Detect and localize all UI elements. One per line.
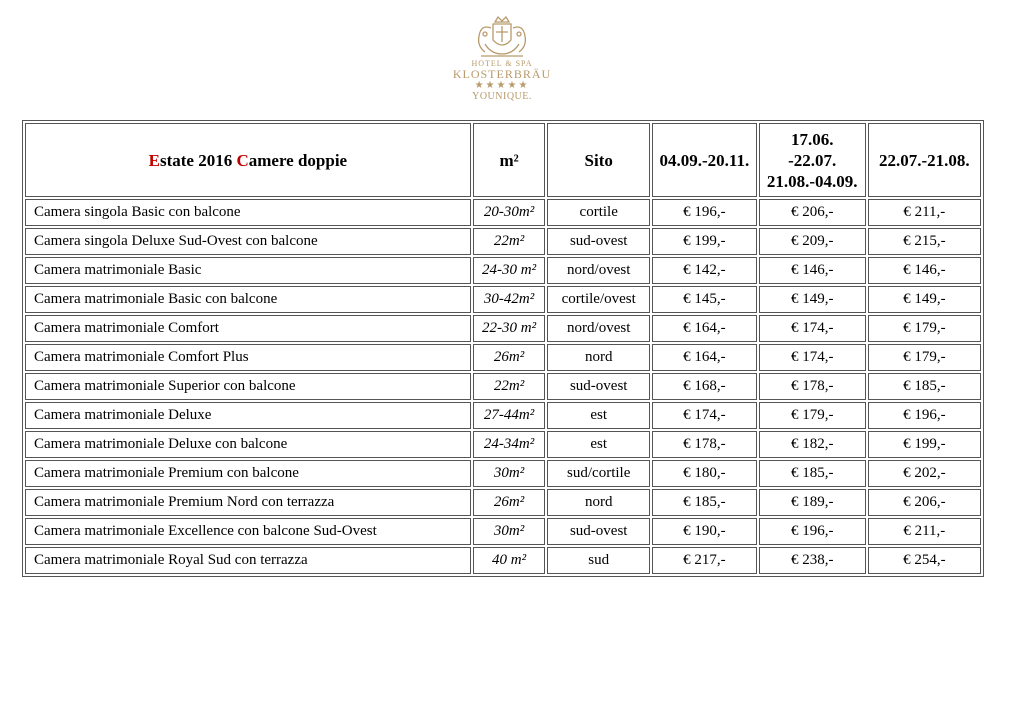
price-period-2-cell: € 209,-: [759, 228, 866, 255]
price-period-1-cell: € 142,-: [652, 257, 757, 284]
room-size-cell: 40 m²: [473, 547, 546, 574]
price-period-3-cell: € 185,-: [868, 373, 981, 400]
title-text-part-1: state 2016: [159, 150, 237, 170]
room-site-cell: est: [547, 402, 650, 429]
table-row: [25, 344, 981, 371]
price-period-2-cell: € 182,-: [759, 431, 866, 458]
room-size-cell: 30m²: [473, 518, 546, 545]
room-size-cell: 22-30 m²: [473, 315, 546, 342]
room-name-cell: Camera matrimoniale Comfort Plus: [25, 344, 471, 371]
table-row: [25, 518, 981, 545]
room-name-cell: Camera matrimoniale Deluxe con balcone: [25, 431, 471, 458]
price-period-3-cell: € 206,-: [868, 489, 981, 516]
price-period-3-cell: € 202,-: [868, 460, 981, 487]
room-site-cell: sud/cortile: [547, 460, 650, 487]
price-period-3-cell: € 215,-: [868, 228, 981, 255]
price-period-1-cell: € 174,-: [652, 402, 757, 429]
room-site-cell: sud-ovest: [547, 228, 650, 255]
price-period-2-cell: € 206,-: [759, 199, 866, 226]
table-row: [25, 257, 981, 284]
logo-line-hotel-spa: HOTEL & SPA: [471, 59, 533, 68]
price-period-2-cell: € 149,-: [759, 286, 866, 313]
table-body: [25, 199, 981, 574]
room-site-cell: nord/ovest: [547, 257, 650, 284]
logo-line-name: KLOSTERBRÄU: [452, 67, 552, 81]
room-site-cell: est: [547, 431, 650, 458]
header-period-3: 22.07.-21.08.: [868, 123, 981, 197]
room-size-cell: 24-30 m²: [473, 257, 546, 284]
price-period-3-cell: € 179,-: [868, 344, 981, 371]
room-site-cell: nord/ovest: [547, 315, 650, 342]
header-title: [25, 123, 471, 197]
room-name-cell: Camera matrimoniale Comfort: [25, 315, 471, 342]
price-period-1-cell: € 180,-: [652, 460, 757, 487]
price-period-2-cell: € 179,-: [759, 402, 866, 429]
room-name-cell: Camera singola Deluxe Sud-Ovest con balcone: [25, 228, 471, 255]
room-site-cell: sud: [547, 547, 650, 574]
price-period-1-cell: € 164,-: [652, 315, 757, 342]
price-period-2-cell: € 189,-: [759, 489, 866, 516]
room-size-cell: 22m²: [473, 373, 546, 400]
table-row: [25, 489, 981, 516]
header-period-2-line-1: 17.06. -22.07.: [788, 129, 837, 170]
title-initial-e: E: [148, 150, 160, 170]
header-size: m²: [473, 123, 546, 197]
price-period-1-cell: € 190,-: [652, 518, 757, 545]
room-name-cell: Camera matrimoniale Premium con balcone: [25, 460, 471, 487]
room-name-cell: Camera matrimoniale Deluxe: [25, 402, 471, 429]
room-size-cell: 30-42m²: [473, 286, 546, 313]
room-size-cell: 22m²: [473, 228, 546, 255]
price-period-3-cell: € 211,-: [868, 518, 981, 545]
table-row: [25, 460, 981, 487]
price-period-3-cell: € 199,-: [868, 431, 981, 458]
room-size-cell: 20-30m²: [473, 199, 546, 226]
title-text-part-2: amere doppie: [248, 150, 348, 170]
room-name-cell: Camera matrimoniale Premium Nord con terrazza: [25, 489, 471, 516]
room-name-cell: Camera matrimoniale Superior con balcone: [25, 373, 471, 400]
price-period-1-cell: € 168,-: [652, 373, 757, 400]
price-period-3-cell: € 211,-: [868, 199, 981, 226]
room-name-cell: Camera matrimoniale Royal Sud con terrazza: [25, 547, 471, 574]
room-rates-table: [22, 120, 984, 577]
table-row: [25, 199, 981, 226]
price-period-2-cell: € 238,-: [759, 547, 866, 574]
table-row: [25, 373, 981, 400]
room-site-cell: cortile: [547, 199, 650, 226]
price-period-3-cell: € 196,-: [868, 402, 981, 429]
logo-line-younique: YOUNIQUE.: [472, 91, 532, 102]
room-site-cell: nord: [547, 344, 650, 371]
price-period-1-cell: € 199,-: [652, 228, 757, 255]
table-row: [25, 431, 981, 458]
price-period-2-cell: € 146,-: [759, 257, 866, 284]
room-name-cell: Camera matrimoniale Basic: [25, 257, 471, 284]
price-period-2-cell: € 174,-: [759, 315, 866, 342]
room-site-cell: cortile/ovest: [547, 286, 650, 313]
price-period-2-cell: € 185,-: [759, 460, 866, 487]
title-initial-c: C: [236, 150, 249, 170]
price-period-3-cell: € 179,-: [868, 315, 981, 342]
header-period-2-line-2: 21.08.-04.09.: [766, 171, 858, 191]
table-row: [25, 547, 981, 574]
price-period-2-cell: € 174,-: [759, 344, 866, 371]
room-size-cell: 26m²: [473, 344, 546, 371]
price-period-1-cell: € 196,-: [652, 199, 757, 226]
room-name-cell: Camera matrimoniale Excellence con balcone Sud-Ovest: [25, 518, 471, 545]
price-period-1-cell: € 217,-: [652, 547, 757, 574]
room-size-cell: 26m²: [473, 489, 546, 516]
price-period-1-cell: € 145,-: [652, 286, 757, 313]
coat-of-arms-icon: [471, 14, 533, 58]
room-site-cell: sud-ovest: [547, 373, 650, 400]
price-period-1-cell: € 185,-: [652, 489, 757, 516]
room-site-cell: nord: [547, 489, 650, 516]
price-period-3-cell: € 254,-: [868, 547, 981, 574]
room-site-cell: sud-ovest: [547, 518, 650, 545]
price-period-3-cell: € 149,-: [868, 286, 981, 313]
hotel-logo: [452, 14, 552, 110]
price-period-2-cell: € 196,-: [759, 518, 866, 545]
table-row: [25, 315, 981, 342]
room-name-cell: Camera singola Basic con balcone: [25, 199, 471, 226]
room-size-cell: 27-44m²: [473, 402, 546, 429]
table-row: [25, 286, 981, 313]
price-period-3-cell: € 146,-: [868, 257, 981, 284]
price-period-2-cell: € 178,-: [759, 373, 866, 400]
header-site: Sito: [547, 123, 650, 197]
price-period-1-cell: € 164,-: [652, 344, 757, 371]
header-period-1: 04.09.-20.11.: [652, 123, 757, 197]
logo-stars: ★★★★★: [474, 80, 530, 91]
header-period-2: [759, 123, 866, 197]
price-period-1-cell: € 178,-: [652, 431, 757, 458]
table-row: [25, 402, 981, 429]
room-size-cell: 30m²: [473, 460, 546, 487]
room-size-cell: 24-34m²: [473, 431, 546, 458]
room-name-cell: Camera matrimoniale Basic con balcone: [25, 286, 471, 313]
table-header-row: [25, 123, 981, 197]
table-row: [25, 228, 981, 255]
